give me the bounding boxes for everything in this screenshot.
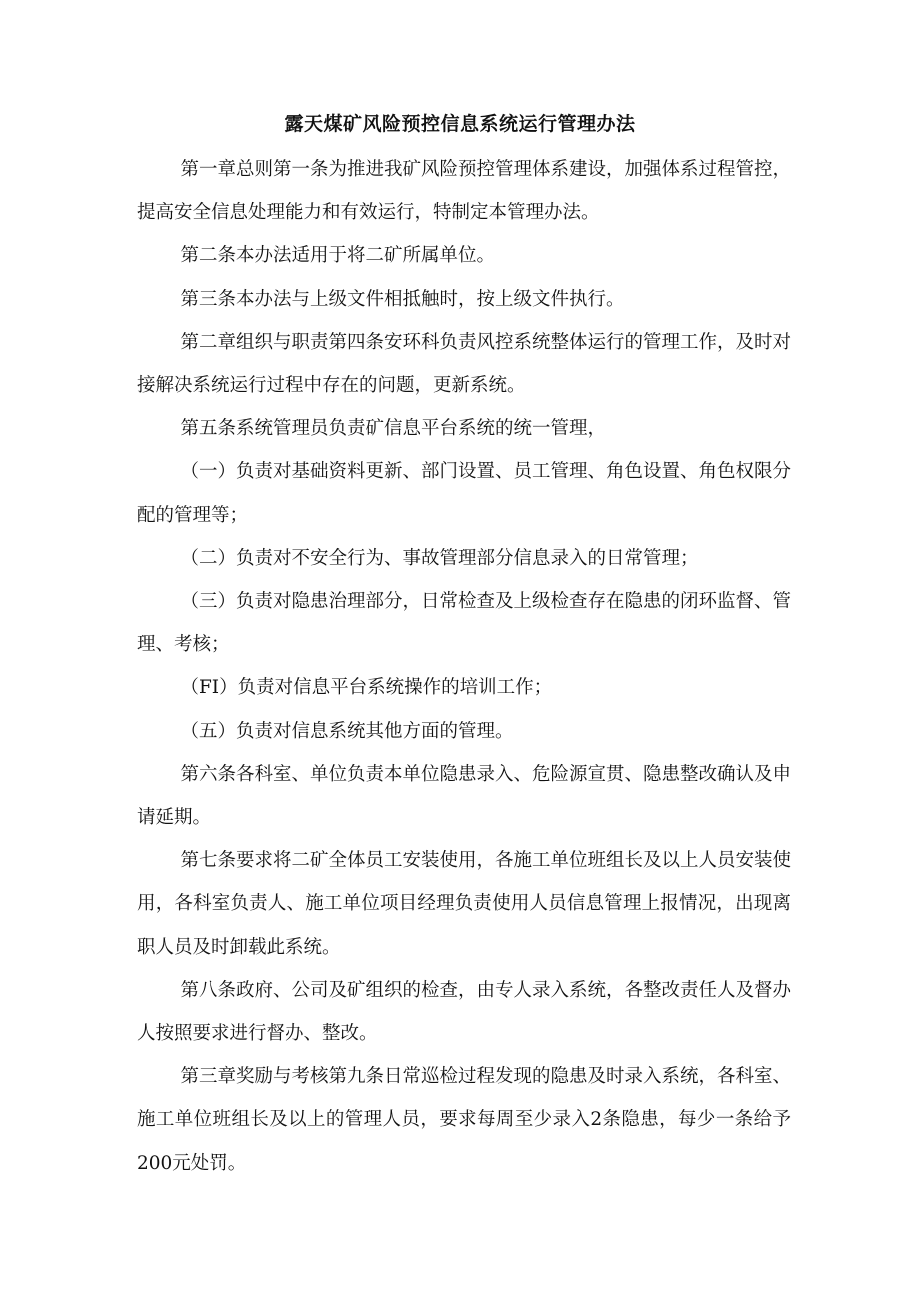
paragraph-article-2: 第二条本办法适用于将二矿所属单位。 — [180, 245, 495, 267]
document-body — [137, 148, 791, 1185]
paragraph-item-2: （二）负责对不安全行为、事故管理部分信息录入的日常管理； — [180, 547, 699, 569]
paragraph-article-3: 第三条本办法与上级文件相抵触时，按上级文件执行。 — [180, 288, 625, 310]
paragraph-article-6: 第六条各科室、单位负责本单位隐患录入、危险源宣贯、隐患整改确认及申请延期。 — [137, 763, 791, 829]
paragraph-item-4: （FI）负责对信息平台系统操作的培训工作； — [180, 677, 553, 699]
paragraph-article-4: 第二章组织与职责第四条安环科负责风控系统整体运行的管理工作，及时对接解决系统运行过程中存在的问题，更新系统。 — [137, 331, 791, 397]
paragraph-article-7: 第七条要求将二矿全体员工安装使用，各施工单位班组长及以上人员安装使用，各科室负责人、施工单位项目经理负责使用人员信息管理上报情况，出现离职人员及时卸载此系统。 — [137, 850, 791, 958]
document-title: 露天煤矿风险预控信息系统运行管理办法 — [284, 113, 636, 135]
paragraph-article-5: 第五条系统管理员负责矿信息平台系统的统一管理， — [180, 418, 606, 440]
paragraph-article-8: 第八条政府、公司及矿组织的检查，由专人录入系统，各整改责任人及督办人按照要求进行督办、整改。 — [137, 979, 791, 1045]
paragraph-article-1: 第一章总则第一条为推进我矿风险预控管理体系建设，加强体系过程管控，提高安全信息处理能力和有效运行，特制定本管理办法。 — [137, 159, 791, 224]
paragraph-item-5: （五）负责对信息系统其他方面的管理。 — [180, 720, 514, 742]
paragraph-item-1: （一）负责对基础资料更新、部门设置、员工管理、角色设置、角色权限分配的管理等； — [137, 461, 791, 526]
paragraph-article-9: 第三章奖励与考核第九条日常巡检过程发现的隐患及时录入系统，各科室、施工单位班组长及以上的管理人员，要求每周至少录入2条隐患，每少一条给予200元处罚。 — [137, 1066, 791, 1174]
paragraph-item-3: （三）负责对隐患治理部分，日常检查及上级检查存在隐患的闭环监督、管理、考核； — [137, 591, 791, 656]
